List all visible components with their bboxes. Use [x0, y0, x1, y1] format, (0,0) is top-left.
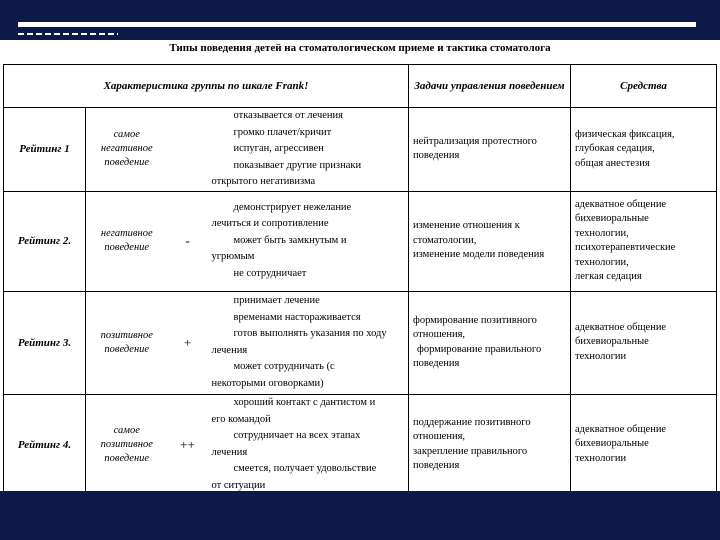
symbol-cell: ++: [168, 394, 208, 495]
means-line: бихевиоральные: [575, 336, 649, 348]
description-cell: [208, 191, 409, 291]
symbol-cell: [168, 108, 208, 192]
means-line: технологии: [575, 452, 627, 464]
desc-line: угрюмым: [211, 251, 255, 263]
means-cell: [571, 291, 717, 394]
desc-line: лечения: [211, 344, 248, 356]
means-line: адекватное общение: [575, 198, 667, 210]
means-line: психотерапевтические: [575, 242, 676, 253]
means-line: физическая фиксация,: [575, 128, 675, 140]
tasks-cell: [409, 191, 571, 291]
means-line: бихевиоральные: [575, 438, 649, 450]
means-line: общая анестезия: [575, 157, 650, 169]
desc-line: готов выполнять указания по ходу: [233, 328, 387, 339]
means-line: технологии: [575, 350, 627, 362]
desc-line: хороший контакт с дантистом и: [233, 397, 376, 408]
task-line: стоматологии,: [413, 234, 477, 246]
task-line: изменение модели поведения: [413, 249, 545, 261]
desc-line: отказывается от лечения: [233, 110, 343, 121]
behavior-cell: позитивное поведение: [86, 291, 168, 394]
means-cell: [571, 394, 717, 495]
task-line: изменение отношения к: [413, 220, 520, 232]
task-line: поведения: [413, 358, 460, 369]
table-header: [4, 65, 717, 108]
means-line: технологии,: [575, 227, 629, 239]
desc-line: сотрудничает на всех этапах: [233, 430, 361, 441]
behavior-cell: негативное поведение: [86, 191, 168, 291]
desc-line: демонстрирует нежелание: [233, 201, 352, 213]
desc-line: лечиться и сопротивление: [211, 218, 329, 230]
desc-line: может сотрудничать (с: [233, 361, 335, 372]
behavior-cell: самое позитивное поведение: [86, 394, 168, 495]
table-row: [4, 291, 717, 394]
desc-line: показывает другие признаки: [233, 159, 362, 171]
means-line: глубокая седация,: [575, 143, 655, 154]
desc-line: испуган, агрессивен: [233, 143, 324, 154]
header-group: Характеристика группы по шкале Frank!: [4, 65, 409, 108]
header-tasks: Задачи управления поведением: [409, 65, 571, 108]
rating-cell: Рейтинг 2.: [4, 191, 86, 291]
desc-line: может быть замкнутым и: [233, 234, 347, 246]
means-line: адекватное общение: [575, 423, 667, 435]
table-row: [4, 108, 717, 192]
task-line: поведения: [413, 460, 460, 471]
desc-line: его командой: [211, 413, 271, 425]
task-line: поддержание позитивного: [413, 416, 531, 428]
means-line: технологии,: [575, 256, 629, 268]
task-line: поведения: [413, 150, 460, 162]
tasks-cell: [409, 291, 571, 394]
footer-band: [0, 491, 720, 540]
means-line: адекватное общение: [575, 321, 667, 333]
rating-cell: Рейтинг 1: [4, 108, 86, 192]
task-line: закрепление правильного: [413, 445, 528, 457]
desc-line: от ситуации: [211, 479, 266, 491]
desc-line: принимает лечение: [233, 295, 320, 306]
description-cell: [208, 291, 409, 394]
desc-line: громко плачет/кричит: [233, 126, 332, 138]
top-rule: [18, 22, 696, 27]
symbol-cell: +: [168, 291, 208, 394]
desc-line: некоторыми оговорками): [211, 377, 324, 389]
means-cell: [571, 191, 717, 291]
desc-line: открытого негативизма: [211, 176, 316, 187]
behavior-cell: самое негативное поведение: [86, 108, 168, 192]
page-title: Типы поведения детей на стоматологическом приеме и тактика стоматолога: [169, 42, 551, 54]
desc-line: временами настораживается: [233, 311, 361, 323]
tasks-cell: [409, 108, 571, 192]
description-cell: [208, 394, 409, 495]
rating-cell: Рейтинг 4.: [4, 394, 86, 495]
means-line: бихевиоральные: [575, 213, 649, 224]
desc-line: не сотрудничает: [233, 267, 307, 279]
table-row: [4, 394, 717, 495]
task-line: нейтрализация протестного: [413, 135, 537, 147]
dashed-rule: [18, 33, 118, 35]
tasks-cell: [409, 394, 571, 495]
task-line: отношения,: [413, 431, 466, 442]
task-line: формирование правильного: [417, 343, 542, 355]
task-line: формирование позитивного: [413, 314, 537, 326]
table-row: [4, 191, 717, 291]
means-line: легкая седация: [575, 271, 642, 282]
task-line: отношения,: [413, 329, 466, 340]
desc-line: смеется, получает удовольствие: [233, 463, 377, 474]
slide-page: [0, 40, 720, 491]
means-cell: [571, 108, 717, 192]
rating-cell: Рейтинг 3.: [4, 291, 86, 394]
behavior-table: [3, 64, 717, 496]
desc-line: лечения: [211, 446, 248, 458]
header-means: Средства: [571, 65, 717, 108]
symbol-cell: -: [168, 191, 208, 291]
description-cell: [208, 108, 409, 192]
